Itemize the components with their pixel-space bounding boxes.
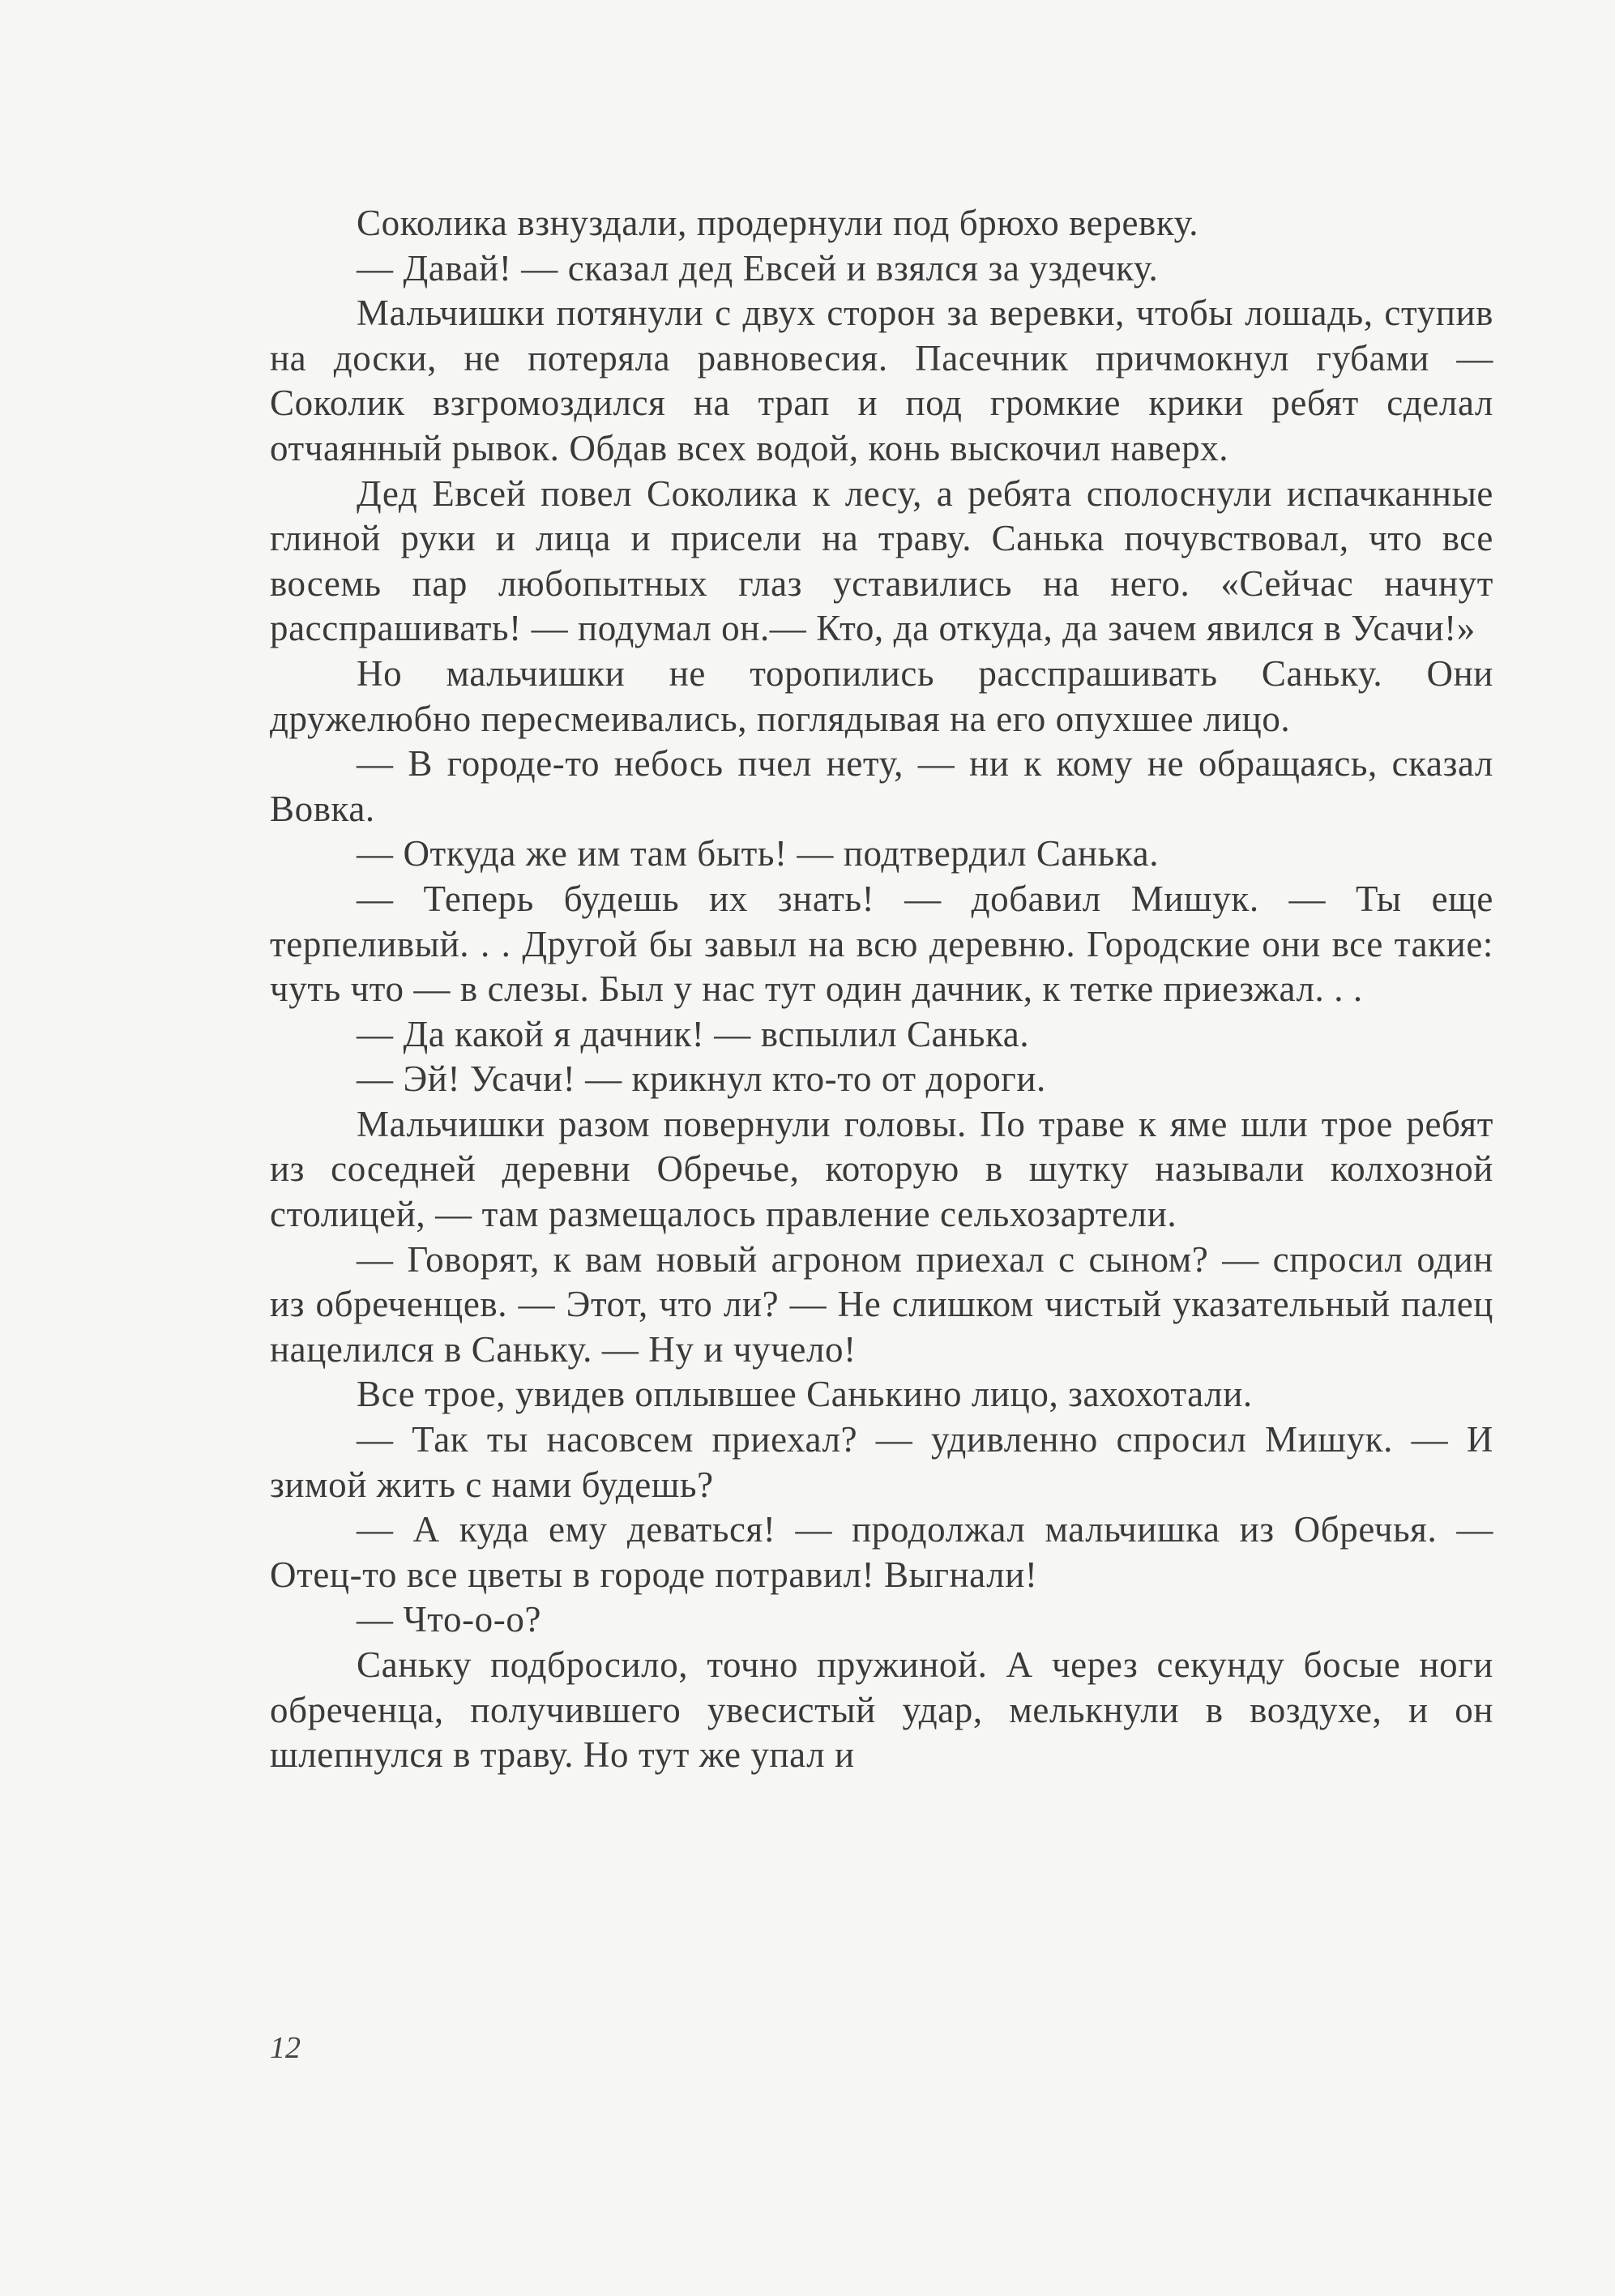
paragraph: Мальчишки потянули с двух сторон за веревки, чтобы лошадь, ступив на доски, не потеряла равновесия. Пасечник причмокнул губами — Соколик взгромоздился на трап и под громкие крики ребят сделал отчаянный рывок. Обдав всех водой, конь выскочил наверх. (270, 293, 1493, 468)
paragraph: — А куда ему деваться! — продолжал мальчишка из Обречья. — Отец-то все цветы в городе потравил! Выгнали! (270, 1509, 1493, 1595)
paragraph: Мальчишки разом повернули головы. По траве к яме шли трое ребят из соседней деревни Обречье, которую в шутку называли колхозной столицей, — там размещалось правление сельхозартели. (270, 1103, 1493, 1235)
paragraph: — Что-о-о? (357, 1599, 542, 1640)
paragraph: — Так ты насовсем приехал? — удивленно спросил Мишук. — И зимой жить с нами будешь? (270, 1419, 1493, 1505)
paragraph: Но мальчишки не торопились расспрашивать Саньку. Они дружелюбно пересмеивались, поглядывая на его опухшее лицо. (270, 652, 1493, 739)
paragraph: Соколика взнуздали, продернули под брюхо веревку. (357, 203, 1199, 243)
paragraph: Дед Евсей повел Соколика к лесу, а ребята сполоснули испачканные глиной руки и лица и присели на траву. Санька почувствовал, что все восемь пар любопытных глаз уставились на него. «Сейчас начнут расспрашивать! — подумал он.— Кто, да откуда, да зачем явился в Усачи!» (270, 472, 1493, 649)
paragraph: Все трое, увидев оплывшее Санькино лицо, захохотали. (357, 1374, 1253, 1415)
paragraph: — В городе-то небось пчел нету, — ни к кому не обращаясь, сказал Вовка. (270, 743, 1493, 829)
paragraph: — Откуда же им там быть! — подтвердил Санька. (357, 833, 1160, 874)
page-number: 12 (270, 2031, 301, 2065)
paragraph: Саньку подбросило, точно пружиной. А через секунду босые ноги обреченца, получившего увесистый удар, мелькнули в воздухе, и он шлепнулся в траву. Но тут же упал и (270, 1644, 1493, 1776)
paragraph: — Теперь будешь их знать! — добавил Мишук. — Ты еще терпеливый. . . Другой бы завыл на всю деревню. Городские они все такие: чуть что — в слезы. Был у нас тут один дачник, к тетке приезжал. . . (270, 878, 1493, 1010)
body-text (270, 201, 1493, 1778)
paragraph: — Давай! — сказал дед Евсей и взялся за уздечку. (357, 247, 1159, 289)
paragraph: — Говорят, к вам новый агроном приехал с сыном? — спросил один из обреченцев. — Этот, что ли? — Не слишком чистый указательный палец нацелился в Саньку. — Ну и чучело! (270, 1238, 1493, 1370)
paragraph: — Эй! Усачи! — крикнул кто-то от дороги. (357, 1058, 1046, 1100)
paragraph: — Да какой я дачник! — вспылил Санька. (357, 1013, 1030, 1054)
